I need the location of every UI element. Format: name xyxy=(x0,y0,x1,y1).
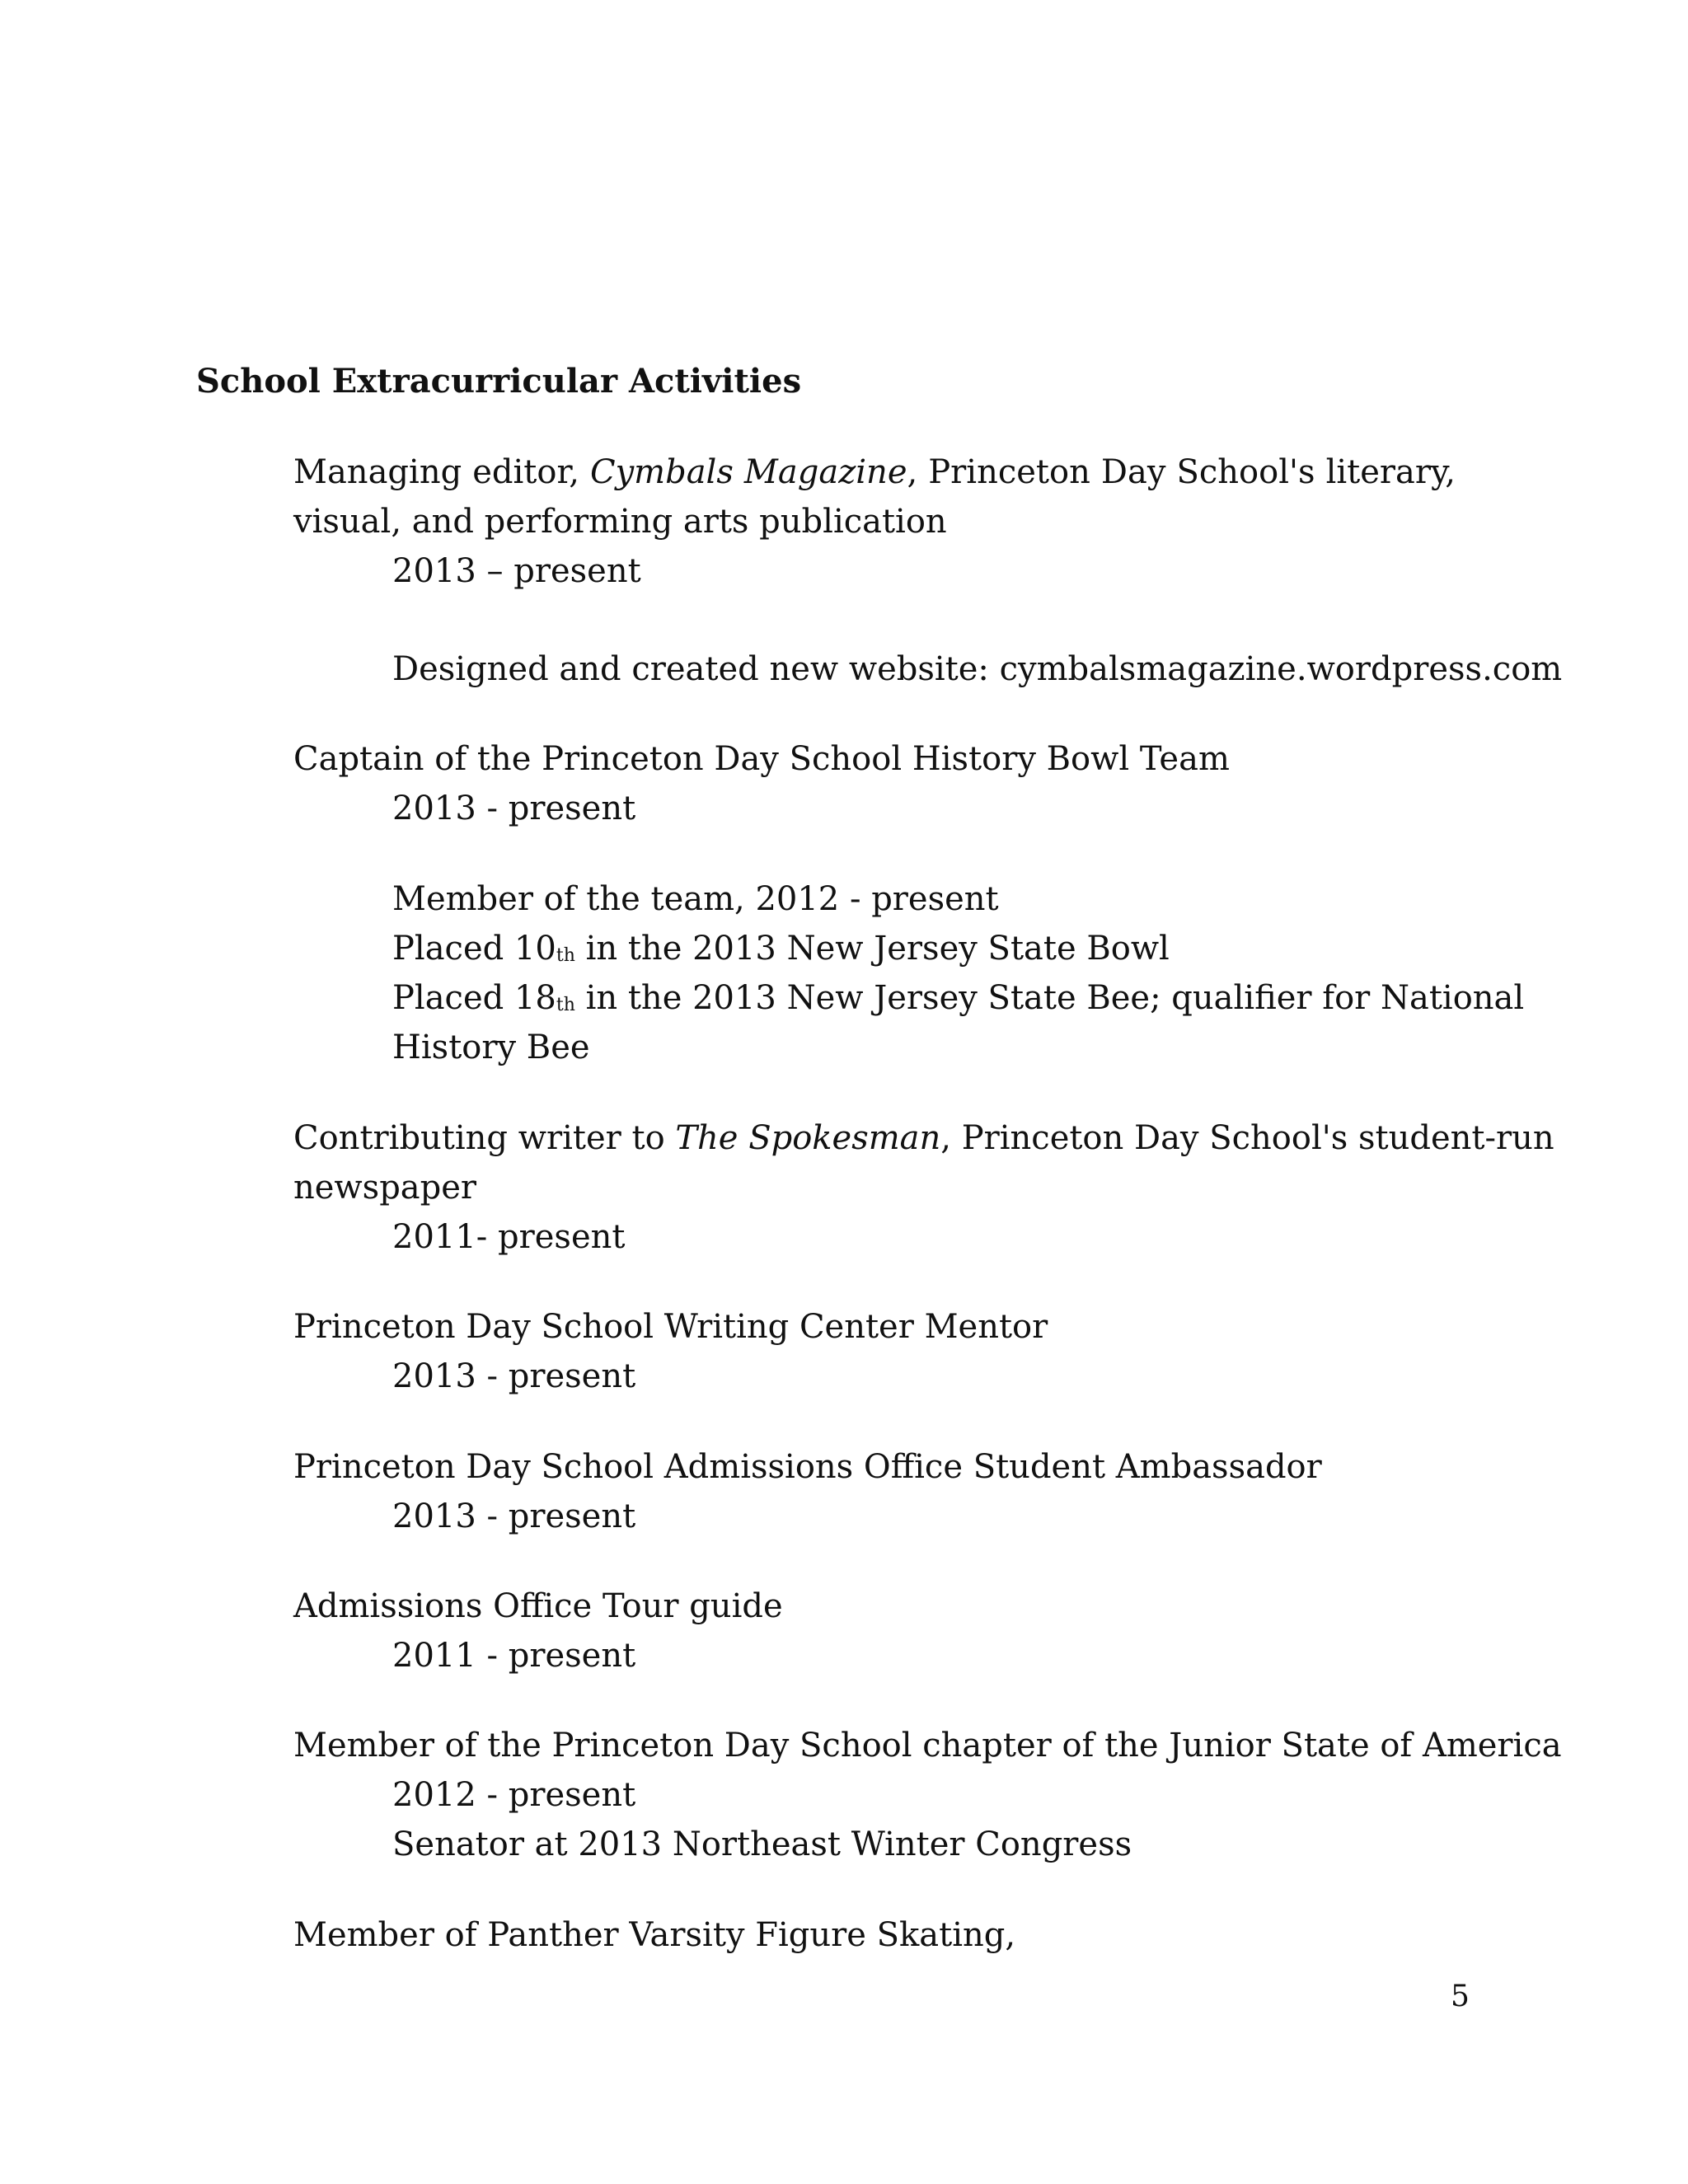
entry-spokesman-publication: The Spokesman xyxy=(675,1119,941,1157)
entry-cymbals-dates: 2013 – present xyxy=(392,552,641,590)
entry-jsa-dates: 2012 - present xyxy=(392,1776,636,1814)
entry-writing-center-title: Princeton Day School Writing Center Mentor xyxy=(293,1308,1048,1346)
entry-cymbals-line2: visual, and performing arts publication xyxy=(293,503,947,541)
entry-tour-guide-dates: 2011 - present xyxy=(392,1637,636,1675)
entry-cymbals-detail: Designed and created new website: cymbalsmagazine.wordpress.com xyxy=(392,650,1563,688)
entry-cymbals-publication: Cymbals Magazine xyxy=(589,453,907,491)
entry-history-bowl-state-bee: Placed 18th in the 2013 New Jersey State Bee; qualifier for National xyxy=(392,979,1525,1017)
entry-cymbals-line1 xyxy=(293,449,1456,495)
entry-cymbals-role: Managing editor, xyxy=(293,453,579,491)
entry-ambassador-dates: 2013 - present xyxy=(392,1497,636,1535)
entry-spokesman-dates: 2011- present xyxy=(392,1218,626,1256)
entry-cymbals-desc: , Princeton Day School's literary, xyxy=(907,453,1456,491)
page-number: 5 xyxy=(1451,1980,1470,2013)
entry-jsa-detail: Senator at 2013 Northeast Winter Congress xyxy=(392,1825,1132,1863)
entry-tour-guide-title: Admissions Office Tour guide xyxy=(293,1587,783,1625)
entry-writing-center-dates: 2013 - present xyxy=(392,1357,636,1395)
entry-history-bowl-member: Member of the team, 2012 - present xyxy=(392,880,999,918)
entry-history-bowl-dates: 2013 - present xyxy=(392,790,636,827)
entry-spokesman-line1: Contributing writer to The Spokesman, Princeton Day School's student-run xyxy=(293,1119,1554,1157)
entry-history-bowl-title: Captain of the Princeton Day School History Bowl Team xyxy=(293,740,1230,778)
entry-skating-title: Member of Panther Varsity Figure Skating, xyxy=(293,1916,1016,1954)
entry-ambassador-title: Princeton Day School Admissions Office Student Ambassador xyxy=(293,1448,1322,1486)
section-heading: School Extracurricular Activities xyxy=(196,362,802,401)
entry-spokesman-line2: newspaper xyxy=(293,1169,477,1207)
entry-history-bowl-state-bowl: Placed 10th in the 2013 New Jersey State Bowl xyxy=(392,930,1170,968)
entry-jsa-title: Member of the Princeton Day School chapter of the Junior State of America xyxy=(293,1727,1562,1765)
entry-history-bowl-state-bee-line2: History Bee xyxy=(392,1029,590,1066)
